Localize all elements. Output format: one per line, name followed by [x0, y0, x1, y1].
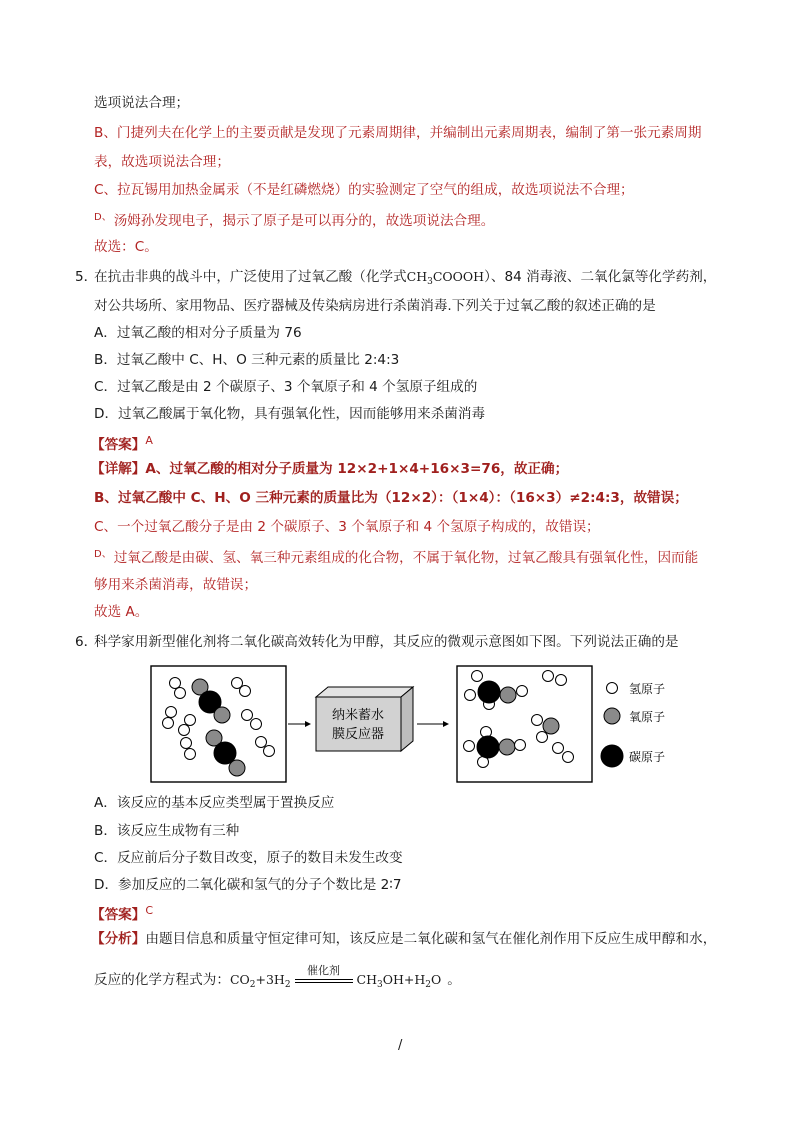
q5-choice: 故选 A。 [94, 604, 149, 620]
q6-equation-line: 反应的化学方程式为：$CO_2+3H_2$ 催化剂 $CH_3OH+H_2O$ 。 [94, 964, 461, 990]
legend-carbon-label: 碳原子 [629, 750, 666, 764]
q6-analysis: 【分析】由题目信息和质量守恒定律可知，该反应是二氧化碳和氢气在催化剂作用下反应生成甲醇和水， [91, 931, 717, 947]
equation-arrow: 催化剂 [293, 970, 355, 990]
reactor-label-2: 膜反应器 [331, 727, 385, 742]
q5-detail-d-cont: 够用来杀菌消毒，故错误； [94, 577, 258, 593]
q5-number: 5． [75, 269, 98, 285]
reaction-diagram [145, 660, 685, 790]
q4-option-c-explain: C、拉瓦锡用加热金属汞（不是红磷燃烧）的实验测定了空气的组成，故选项说法不合理； [94, 182, 634, 198]
legend [601, 683, 623, 768]
products-box [457, 666, 592, 782]
q5-option-b: B．过氧乙酸中 C、H、O 三种元素的质量比 2:4:3 [94, 352, 400, 368]
q5-option-a: A．过氧乙酸的相对分子质量为 76 [94, 325, 302, 341]
q4-choice: 故选：C。 [94, 239, 158, 255]
page-mark: / [398, 1038, 403, 1053]
legend-oxygen-label: 氧原子 [629, 710, 666, 724]
legend-hydrogen-icon [607, 683, 618, 694]
q5-detail-c: C、一个过氧乙酸分子是由 2 个碳原子、3 个氧原子和 4 个氢原子构成的，故错误； [94, 519, 600, 535]
q6-answer: 【答案】$^C$ [91, 904, 154, 923]
q4-option-b-explain-cont: 表，故选项说法合理； [94, 154, 230, 170]
q6-option-d: D．参加反应的二氧化碳和氢气的分子个数比是 2∶7 [94, 877, 402, 893]
q4-option-b-explain: B、门捷列夫在化学上的主要贡献是发现了元素周期律，并编制出元素周期表，编制了第一张元素周期 [94, 125, 702, 141]
q6-option-b: B．该反应生成物有三种 [94, 823, 240, 839]
q5-stem-line2: 对公共场所、家用物品、医疗器械及传染病房进行杀菌消毒.下列关于过氧乙酸的叙述正确的是 [94, 298, 656, 314]
q6-option-a: A．该反应的基本反应类型属于置换反应 [94, 795, 335, 811]
q4-option-d-explain: $^{D、}$ 汤姆孙发现电子，揭示了原子是可以再分的，故选项说法合理。 [94, 212, 495, 229]
equation-right: $CH_3OH+H_2O$ [356, 972, 442, 990]
q5-formula: $CH_3COOOH$ [406, 269, 485, 287]
q5-detail-a: 【详解】A、过氧乙酸的相对分子质量为 12×2+1×4+16×3=76，故正确； [91, 461, 569, 477]
q4-line0: 选项说法合理； [94, 95, 190, 111]
equation-left: $CO_2+3H_2$ [229, 972, 291, 990]
q5-detail-d: $^{D、}$ 过氧乙酸是由碳、氢、氧三种元素组成的化合物，不属于氧化物，过氧乙酸具有强氧化性，因而能 [94, 549, 699, 566]
q5-option-c: C．过氧乙酸是由 2 个碳原子、3 个氧原子和 4 个氢原子组成的 [94, 379, 478, 395]
reactor-label-1: 纳米蓄水 [331, 708, 385, 723]
q6-option-c: C．反应前后分子数目改变，原子的数目未发生改变 [94, 850, 403, 866]
q5-option-d: D．过氧乙酸属于氧化物，具有强氧化性，因而能够用来杀菌消毒 [94, 406, 486, 422]
legend-hydrogen-label: 氢原子 [629, 682, 666, 696]
legend-oxygen-icon [604, 708, 620, 724]
q6-number: 6． [75, 634, 98, 650]
q5-stem-line1: 在抗击非典的战斗中，广泛使用了过氧乙酸（化学式$CH_3COOOH$）、84 消毒液、二氧化氯等化学药剂， [94, 269, 717, 287]
q5-detail-b: B、过氧乙酸中 C、H、O 三种元素的质量比为（12×2）：（1×4）：（16×3）≠2:4:3，故错误； [94, 490, 688, 506]
q5-answer: 【答案】$^A$ [91, 434, 153, 453]
legend-carbon-icon [601, 745, 623, 767]
q6-stem: 科学家用新型催化剂将二氧化碳高效转化为甲醇，其反应的微观示意图如下图。下列说法正确的是 [94, 634, 679, 650]
